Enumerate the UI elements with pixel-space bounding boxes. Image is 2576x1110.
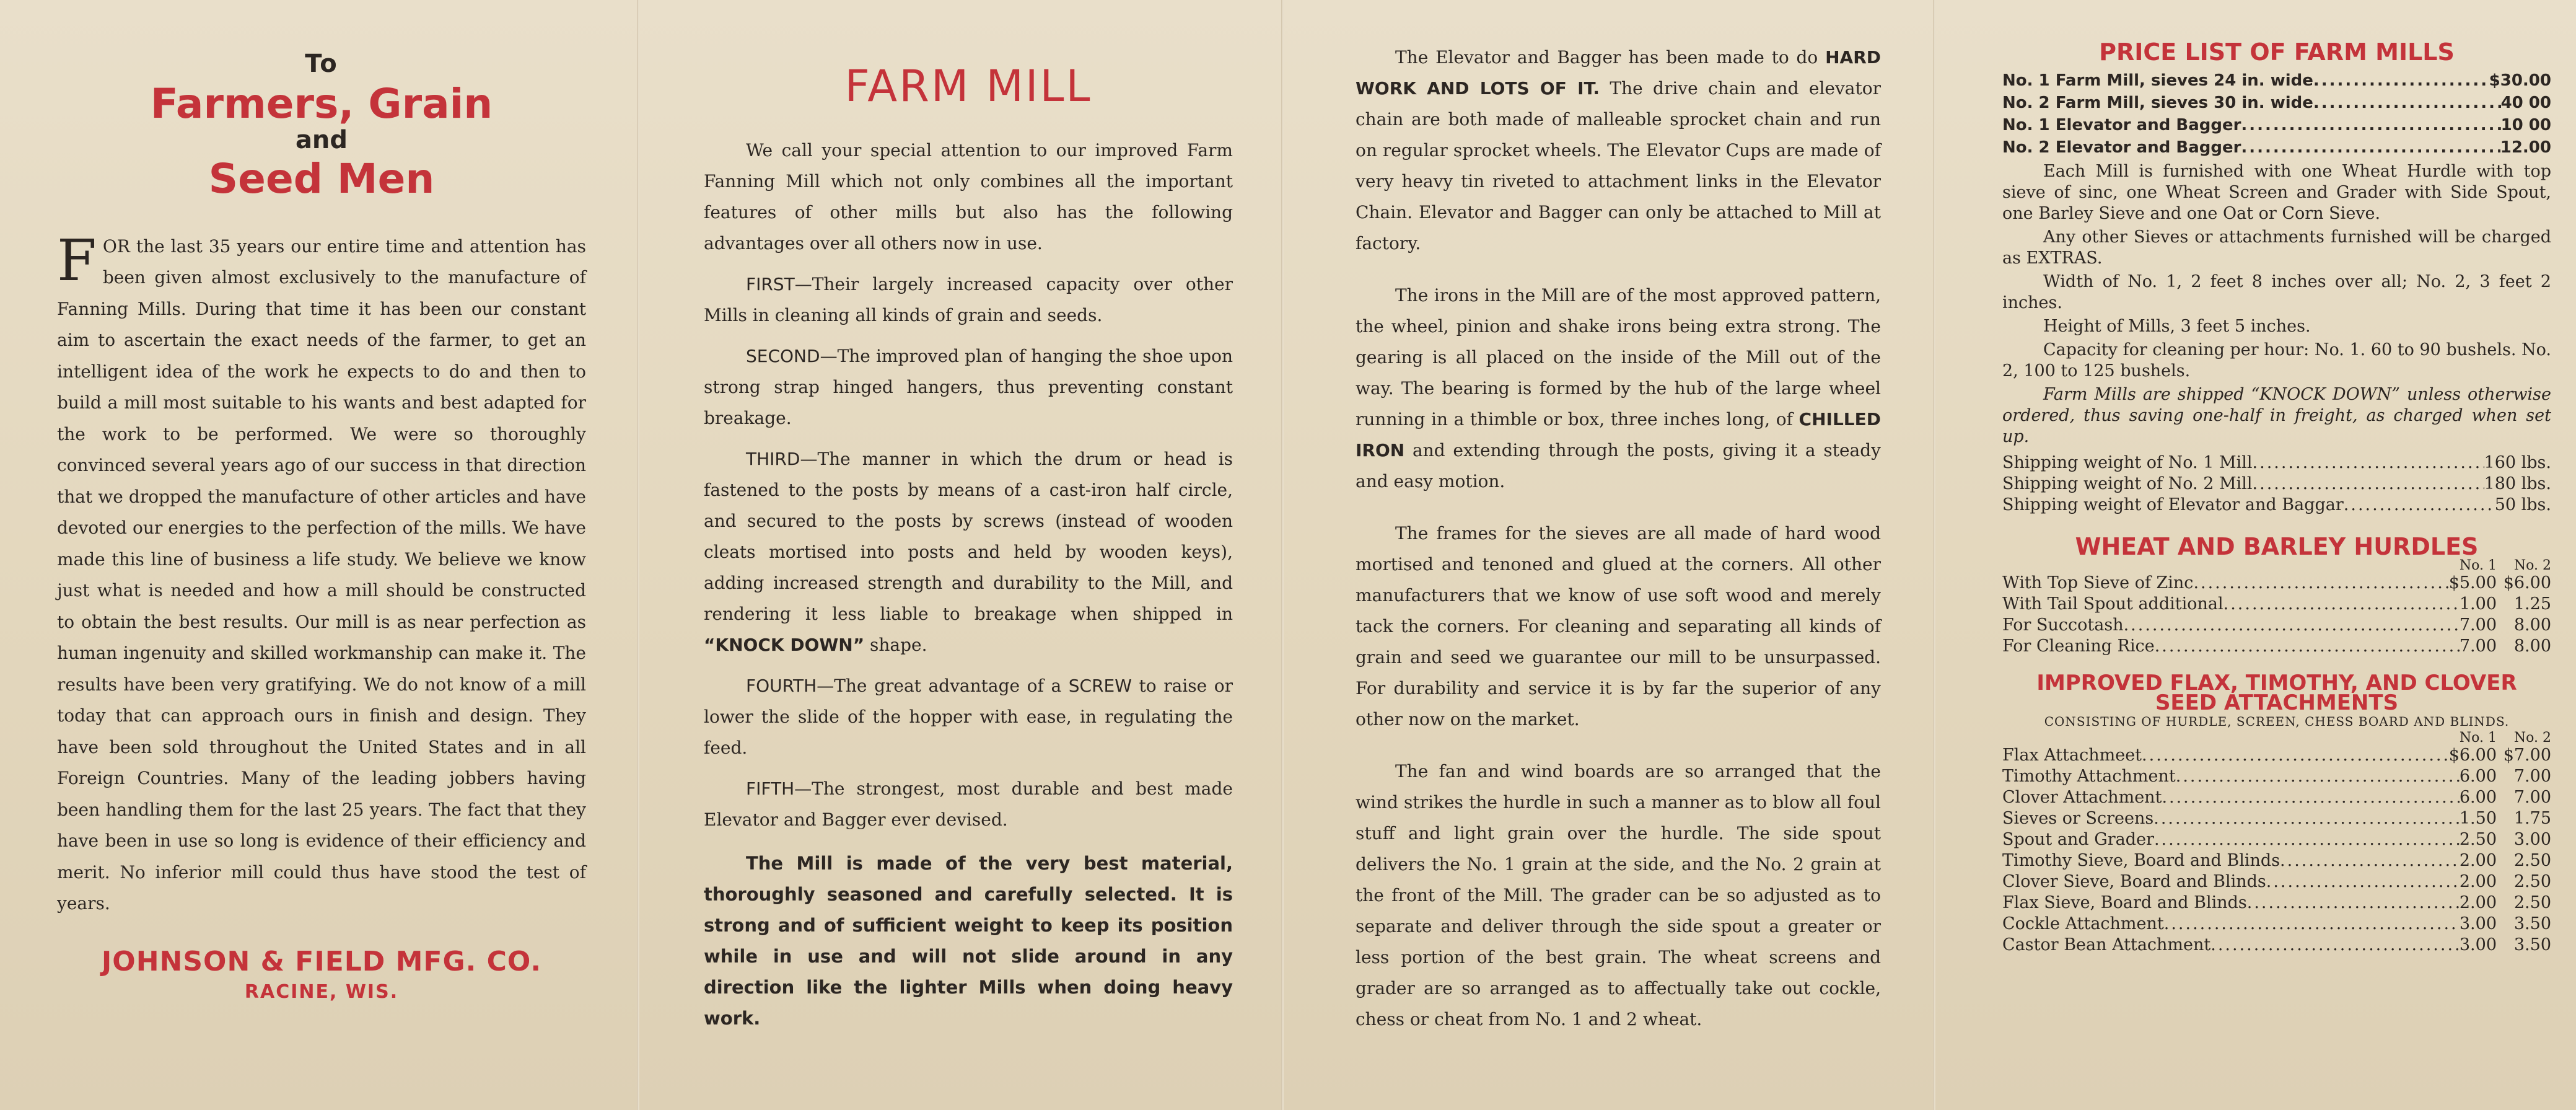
feature-text: —Their largely increased capacity over other Mills in cleaning all kinds of grain and seeds.	[704, 274, 1233, 325]
row-value: 3.50	[2513, 914, 2551, 933]
hurdle-row	[2002, 615, 2551, 636]
shipping-row	[2002, 495, 2551, 516]
row-value: 2.50	[2513, 851, 2551, 870]
para-text: The drive chain and elevator chain are both made of malleable sprocket chain and run on regular sprocket wheels. The Elevator Cups are made of very heavy tin riveted to attachment links in the Elevator Chain. Elevator and Bagger can only be attached to Mill at factory.	[1356, 78, 1881, 253]
para-text: and extending through the posts, giving it a steady and easy motion.	[1356, 440, 1881, 491]
price-value: $30.00	[2489, 71, 2551, 90]
flax-row	[2002, 850, 2551, 871]
knock-down-text: “KNOCK DOWN”	[704, 635, 865, 655]
drop-cap: F	[57, 227, 97, 294]
flax-consisting: CONSISTING OF HURDLE, SCREEN, CHESS BOARD AND BLINDS.	[2044, 714, 2510, 729]
row-value: $5.00	[2448, 573, 2497, 592]
row-value: 2.50	[2513, 893, 2551, 912]
row-label: For Cleaning Rice	[2002, 636, 2155, 656]
flax-title-line1: IMPROVED FLAX, TIMOTHY, AND CLOVER	[2036, 671, 2517, 695]
row-label: Spout and Grader	[2002, 830, 2154, 849]
row-label: Flax Attachmeet	[2002, 746, 2142, 765]
hurdles-list	[2002, 573, 2551, 657]
flax-row	[2002, 808, 2551, 829]
company-city: RACINE, WIS.	[244, 980, 399, 1003]
elevator-paragraph	[1356, 42, 1881, 259]
feature-second	[704, 341, 1233, 434]
row-value: 3.00	[2459, 935, 2497, 954]
price-value: 10 00	[2500, 116, 2551, 134]
feature-text: —The improved plan of hanging the shoe upon strong strap hinged hangers, thus preventing constant breakage.	[704, 346, 1233, 428]
hurdle-row	[2002, 573, 2551, 594]
price-label: No. 2 Elevator and Bagger	[2002, 138, 2241, 157]
heading-and: and	[295, 126, 348, 155]
para-text: The irons in the Mill are of the most approved pattern, the wheel, pinion and shake irons being extra strong. The gearing is all placed on the inside of the Mill out of the way. The bearing is formed by the hub of the large wheel running in a thimble or box, three inches long, of	[1356, 285, 1881, 429]
price-row	[2002, 69, 2551, 92]
price-row	[2002, 136, 2551, 159]
hard-work-text: HARD WORK AND LOTS OF IT.	[1356, 47, 1881, 99]
screw-text: SCREW	[1068, 676, 1132, 696]
row-label: Timothy Sieve, Board and Blinds	[2002, 851, 2280, 870]
price-list-title: PRICE LIST OF FARM MILLS	[2099, 38, 2455, 66]
row-value: 8.00	[2513, 636, 2551, 656]
heading-to: To	[305, 50, 338, 78]
row-label: With Top Sieve of Zinc	[2002, 573, 2194, 592]
price-value: 12.00	[2500, 138, 2551, 157]
shipping-label: Shipping weight of No. 1 Mill	[2002, 453, 2253, 472]
panel-farm-mill	[639, 0, 1281, 1110]
frames-paragraph: The frames for the sieves are all made of hard wood mortised and tenoned and glued at the corners. All other manufacturers that we know of use soft wood and merely tack the corners. For cleaning and separating all kinds of grain and seed we guarantee our mill to be unsurpassed. For durability and service it is by far the superior of any other now on the market.	[1356, 523, 1881, 729]
col-head: No. 1	[2459, 730, 2497, 746]
row-label: Castor Bean Attachment	[2002, 935, 2211, 954]
shipping-value: 50 lbs.	[2494, 495, 2551, 514]
chilled-iron-text: CHILLED IRON	[1356, 409, 1881, 460]
feature-fourth	[704, 671, 1233, 764]
row-label: Timothy Attachment	[2002, 767, 2176, 786]
flax-row	[2002, 914, 2551, 935]
feature-text: to raise or lower the slide of the hopper with ease, in regulating the feed.	[704, 676, 1233, 758]
feature-lead: THIRD	[746, 449, 800, 469]
company-name: JOHNSON & FIELD MFG. CO.	[101, 945, 542, 977]
row-value: $7.00	[2503, 746, 2551, 765]
heading-farmers-grain: Farmers, Grain	[150, 80, 493, 128]
price-label: No. 1 Farm Mill, sieves 24 in. wide	[2002, 71, 2313, 90]
col-head: No. 1	[2459, 558, 2497, 573]
panel-price-list	[1935, 0, 2576, 1110]
row-label: Flax Sieve, Board and Blinds	[2002, 893, 2247, 912]
flax-title-line2: SEED ATTACHMENTS	[2155, 690, 2399, 715]
row-label: Sieves or Screens	[2002, 809, 2154, 828]
farm-mill-intro: We call your special attention to our improved Farm Fanning Mill which not only combines all the important features of other mills but also has the following advantages over all others now in use.	[704, 140, 1233, 253]
row-value: 7.00	[2513, 788, 2551, 807]
flax-row	[2002, 935, 2551, 956]
row-value: 2.50	[2513, 872, 2551, 891]
hurdles-col-heads	[2002, 559, 2551, 573]
feature-text: —The manner in which the drum or head is fastened to the posts by means of a cast-iron half circle, and secured to the posts by screws (instead of wooden cleats mortised into posts and held by wooden keys), adding increased strength and durability to the Mill, and rendering it less liable to breakage when shipped in	[704, 449, 1233, 624]
shipping-label: Shipping weight of Elevator and Baggar	[2002, 495, 2344, 514]
flax-row	[2002, 829, 2551, 850]
row-value: $6.00	[2448, 746, 2497, 765]
row-value: 1.25	[2513, 594, 2551, 614]
hurdle-row	[2002, 636, 2551, 657]
shipping-value: 160 lbs.	[2484, 453, 2551, 472]
flax-row	[2002, 766, 2551, 787]
price-label: No. 1 Elevator and Bagger	[2002, 116, 2241, 134]
feature-text: —The strongest, most durable and best made Elevator and Bagger ever devised.	[704, 778, 1233, 830]
note-furnished: Each Mill is furnished with one Wheat Hurdle with top sieve of sinc, one Wheat Screen and Grader with Side Spout, one Barley Sieve and one Oat or Corn Sieve.	[2002, 162, 2551, 223]
row-value: 3.00	[2513, 830, 2551, 849]
note-extras: Any other Sieves or attachments furnished will be charged as EXTRAS.	[2002, 227, 2551, 268]
feature-third	[704, 444, 1233, 661]
col-head: No. 2	[2513, 730, 2551, 746]
row-value: $6.00	[2503, 573, 2551, 592]
row-label: For Succotash	[2002, 615, 2124, 635]
row-value: 2.50	[2459, 830, 2497, 849]
hurdles-title: WHEAT AND BARLEY HURDLES	[2075, 533, 2479, 560]
shipping-row	[2002, 474, 2551, 495]
para-text: The Elevator and Bagger has been made to do	[1395, 47, 1826, 68]
shipping-weights	[2002, 452, 2551, 516]
row-value: 2.00	[2459, 851, 2497, 870]
row-value: 7.00	[2513, 767, 2551, 786]
shipping-row	[2002, 452, 2551, 474]
row-value: 8.00	[2513, 615, 2551, 635]
note-height: Height of Mills, 3 feet 5 inches.	[2043, 317, 2311, 336]
price-list	[2002, 69, 2551, 159]
fan-paragraph: The fan and wind boards are so arranged that the wind strikes the hurdle in such a manner as to blow all foul stuff and light grain over the hurdle. The side spout delivers the No. 1 grain at the side, and the No. 2 grain at the front of the Mill. The grader can be so adjusted as to separate and deliver through the side spout a greater or less portion of the best grain. The wheat screens and grader are so arranged as to affectually take out cockle, chess or cheat from No. 1 and 2 wheat.	[1356, 761, 1881, 1029]
row-value: 6.00	[2459, 788, 2497, 807]
row-value: 3.00	[2459, 914, 2497, 933]
feature-fifth	[704, 773, 1233, 835]
row-value: 1.75	[2513, 809, 2551, 828]
panel-intro	[0, 0, 637, 1110]
price-row	[2002, 92, 2551, 114]
row-value: 7.00	[2459, 636, 2497, 656]
feature-lead: SECOND	[746, 346, 820, 366]
col-head: No. 2	[2513, 558, 2551, 573]
price-value: 40 00	[2500, 94, 2551, 112]
heading-seed-men: Seed Men	[208, 155, 435, 203]
row-value: 1.00	[2459, 594, 2497, 614]
flax-row	[2002, 787, 2551, 808]
row-value: 6.00	[2459, 767, 2497, 786]
farm-mill-title: FARM MILL	[844, 61, 1092, 112]
feature-lead: FIFTH	[746, 778, 795, 799]
row-label: With Tail Spout additional	[2002, 594, 2223, 614]
shipping-label: Shipping weight of No. 2 Mill	[2002, 474, 2253, 493]
closing-statement: The Mill is made of the very best material, thoroughly seasoned and carefully selected. It is strong and of sufficient weight to keep its position while in use and will not slide around in any direction like the lighter Mills when doing heavy work.	[704, 853, 1233, 1029]
feature-first	[704, 269, 1233, 331]
row-label: Cockle Attachment	[2002, 914, 2164, 933]
price-label: No. 2 Farm Mill, sieves 30 in. wide	[2002, 94, 2313, 112]
row-value: 3.50	[2513, 935, 2551, 954]
irons-paragraph	[1356, 280, 1881, 497]
panel-details	[1284, 0, 1933, 1110]
row-value: 7.00	[2459, 615, 2497, 635]
hurdle-row	[2002, 594, 2551, 615]
row-label: Clover Sieve, Board and Blinds	[2002, 872, 2266, 891]
shipping-value: 180 lbs.	[2484, 474, 2551, 493]
feature-lead: FOURTH	[746, 676, 817, 696]
feature-text: shape.	[864, 635, 927, 655]
flax-list	[2002, 745, 2551, 956]
flax-row	[2002, 871, 2551, 892]
price-row	[2002, 114, 2551, 136]
feature-lead: FIRST	[746, 274, 795, 294]
note-capacity: Capacity for cleaning per hour: No. 1. 60 to 90 bushels. No. 2, 100 to 125 bushels.	[2002, 340, 2551, 381]
flax-row	[2002, 892, 2551, 914]
flax-col-heads	[2002, 731, 2551, 745]
row-value: 2.00	[2459, 872, 2497, 891]
note-knock-down: Farm Mills are shipped “KNOCK DOWN” unless otherwise ordered, thus saving one-half in freight, as charged when set up.	[2002, 385, 2551, 446]
row-value: 2.00	[2459, 893, 2497, 912]
feature-text: —The great advantage of a	[817, 676, 1069, 696]
flax-row	[2002, 745, 2551, 766]
intro-text: OR the last 35 years our entire time and attention has been given almost exclusively to the manufacture of Fanning Mills. During that time it has been our constant aim to ascertain the exact needs of the farmer, to get an intelligent idea of the work he expects to do and then to build a mill most suitable to his wants and best adapted for the work to be performed. We were so thoroughly convinced several years ago of our success in that direction that we dropped the manufacture of other articles and have devoted our energies to the perfection of the mills. We have made this line of business a life study. We believe we know just what is needed and how a mill should be constructed to obtain the best results. Our mill is as near perfection as human ingenuity and skilled workmanship can make it. The results have been very gratifying. We do not know of a mill today that can approach ours in finish and design. They have been sold throughout the United States and in all Foreign Countries. Many of the leading jobbers having been handling them for the last 25 years. The fact that they have been in use so long is evidence of their efficiency and merit. No inferior mill could thus have stood the test of years.	[57, 236, 586, 914]
note-width: Width of No. 1, 2 feet 8 inches over all; No. 2, 3 feet 2 inches.	[2002, 272, 2551, 312]
row-label: Clover Attachment	[2002, 788, 2162, 807]
intro-paragraph	[57, 227, 586, 920]
row-value: 1.50	[2459, 809, 2497, 828]
